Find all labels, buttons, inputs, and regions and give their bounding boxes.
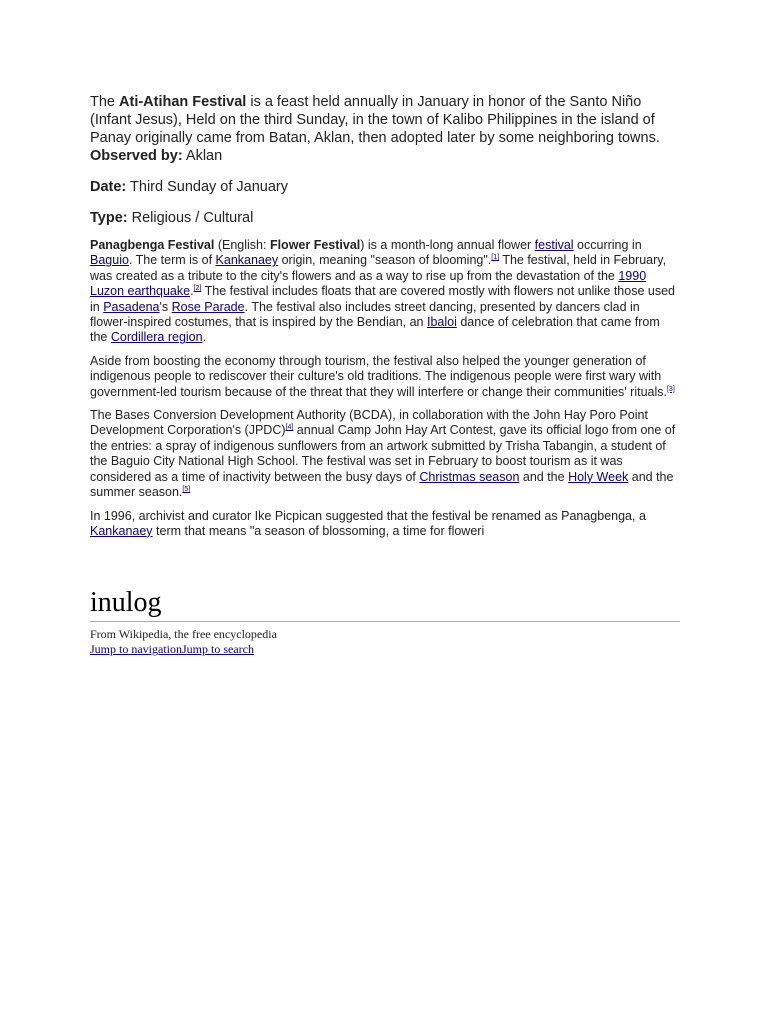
flower-festival-term: Flower Festival	[269, 238, 361, 252]
intro-text: The	[90, 94, 120, 110]
text: occurring in	[573, 238, 642, 252]
christmas-season-link[interactable]: Christmas season	[419, 469, 520, 484]
intro-paragraph	[90, 93, 680, 147]
jump-links	[90, 642, 680, 657]
wikipedia-tagline: From Wikipedia, the free encyclopedia	[90, 627, 277, 642]
date-value: Third Sunday of January	[126, 179, 289, 195]
text: The festival, held in February, was created as a tribute to the city's flowers and as a way to rise up from the devastation of the	[90, 253, 667, 283]
text: . The festival also includes street dancing, presented by dancers clad in flower-inspired costumes, that is inspired by the Bendian, an	[90, 299, 640, 330]
baguio-link[interactable]: Baguio	[90, 253, 129, 268]
citation-3[interactable]: [3]	[666, 385, 675, 393]
bcda-paragraph	[90, 408, 680, 500]
observed-by-field	[90, 147, 680, 165]
text: term that means "a season of blossoming, a time for floweri	[152, 523, 485, 538]
citation-4[interactable]: [4]	[285, 424, 294, 432]
panagbenga-title: Panagbenga Festival	[90, 238, 215, 252]
text: . The term is of	[128, 253, 216, 268]
citation-5[interactable]: [5]	[182, 486, 191, 494]
text: Aside from boosting the economy through tourism, the festival also helped the younger generation of indigenous people to rediscover their culture's old traditions. The indigenous people were first wary with government-led tourism because of the threat that they will interfere or change their communities' rituals.	[90, 353, 667, 399]
pasadena-link[interactable]: Pasadena	[103, 299, 160, 314]
text: (English:	[214, 238, 270, 252]
date-label: Date:	[90, 179, 127, 195]
type-field	[90, 209, 680, 227]
rose-parade-link[interactable]: Rose Parade	[171, 299, 245, 314]
document-page	[90, 93, 680, 657]
text: In 1996, archivist and curator Ike Picpican suggested that the festival be renamed as Panagbenga, a	[90, 508, 646, 523]
text: dance of celebration that came from the	[90, 315, 660, 345]
citation-2[interactable]: [2]	[193, 285, 202, 293]
text: .	[202, 330, 207, 345]
economy-paragraph	[90, 354, 680, 400]
text: origin, meaning "season of blooming".	[278, 253, 492, 268]
rename-paragraph	[90, 509, 680, 540]
holy-week-link[interactable]: Holy Week	[568, 469, 629, 484]
jump-to-search-link[interactable]: Jump to search	[182, 642, 254, 657]
kankanaey-link[interactable]: Kankanaey	[215, 253, 279, 268]
text: ) is a month-long annual flower	[360, 238, 535, 252]
text: .	[190, 284, 194, 299]
observed-by-label: Observed by:	[90, 148, 183, 164]
citation-1[interactable]: [1]	[491, 254, 500, 262]
text: 's	[159, 299, 172, 314]
panagbenga-paragraph	[90, 238, 680, 346]
text: The festival includes floats that are covered mostly with flowers not unlike those used in	[90, 284, 675, 314]
text: and the	[519, 469, 569, 484]
ati-atihan-title: Ati-Atihan Festival	[119, 94, 247, 110]
cordillera-region-link[interactable]: Cordillera region	[110, 330, 203, 345]
date-field	[90, 178, 680, 196]
type-value: Religious / Cultural	[127, 210, 254, 226]
section-heading: inulog	[90, 587, 680, 622]
intro-text: is a feast held annually in January in honor of the Santo Niño (Infant Jesus), Held on the third Sunday, in the town of Kalibo Philippines in the island of Panay originally came from Batan, Aklan, then adopted later by some neighboring towns.	[90, 94, 660, 146]
jump-to-navigation-link[interactable]: Jump to navigation	[90, 642, 182, 657]
type-label: Type:	[90, 210, 128, 226]
text: The Bases Conversion Development Authority (BCDA), in collaboration with the John Hay Poro Point Development Corporation's (JPDC)	[90, 408, 648, 438]
kankanaey-link-2[interactable]: Kankanaey	[90, 523, 153, 538]
text: and the summer season.	[90, 469, 674, 500]
festival-link[interactable]: festival	[534, 238, 574, 252]
luzon-earthquake-link[interactable]: 1990 Luzon earthquake	[90, 268, 647, 299]
observed-by-value: Aklan	[182, 148, 223, 164]
text: annual Camp John Hay Art Contest, gave its official logo from one of the entries: a spray of indigenous sunflowers from an artwork submitted by Trisha Tabangin, a student of the Baguio City National High School. The festival was set in February to boost tourism as it was considered as a time of inactivity between the busy days of	[90, 423, 676, 484]
ibaloi-link[interactable]: Ibaloi	[426, 315, 457, 330]
